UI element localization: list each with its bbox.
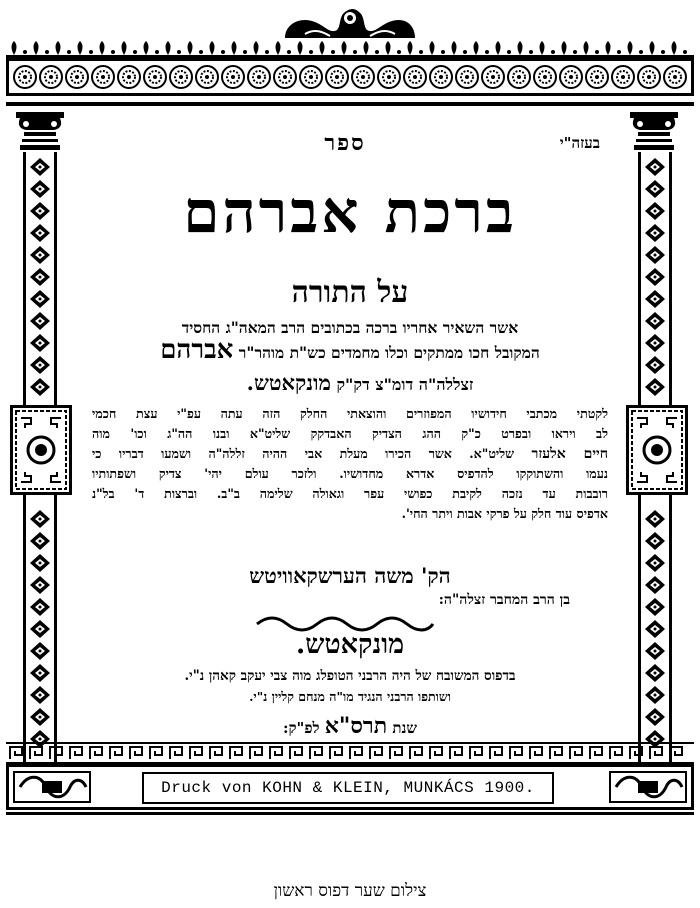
book-title: ברכת אברהם [183, 178, 517, 246]
printing-line-2: ושותפו הרבני הנגיד מו"ה מנחם קליין נ"י. [249, 689, 451, 704]
frame-base-line [6, 812, 694, 815]
left-side-panel [10, 405, 72, 495]
page-caption: צילום שער דפוס ראשון [273, 881, 427, 901]
author-town: מונקאטש. [246, 370, 331, 395]
left-panel-meander [13, 408, 69, 492]
print-city: מונקאטש. [295, 629, 405, 660]
intro-line-2 [72, 335, 628, 365]
body-line-3 [92, 445, 608, 463]
lintel-bottom-rule [6, 96, 694, 106]
imprint-box [142, 772, 554, 804]
crest-ornament [275, 4, 425, 40]
right-column-capital [630, 112, 678, 152]
lintel-rosettes [13, 64, 687, 90]
top-palmette-band [6, 40, 694, 58]
base-meander-band [6, 742, 694, 764]
right-side-panel [626, 405, 688, 495]
intro-line-3-text: זצללה"ה דומ"צ דק"ק [336, 375, 474, 394]
body-line-1: לקטתי מכתבי חידושיו המפוזרים והוצאתי החלק הזה עתה עפ"י עצת חכמי [92, 406, 608, 421]
left-column-capital [16, 112, 64, 152]
print-year [240, 714, 460, 740]
year-suffix: לפ"ק: [282, 719, 320, 737]
footer-left-ornament [12, 770, 92, 804]
intro-line-1: אשר השאיר אחריו ברכה בכתובים הרב המאה"ג החסיד [181, 318, 519, 337]
lintel [6, 58, 694, 96]
body-line-2: לב ויראו ובפרט כ"ק ההג הצדיק האבדקק שליט"א ובנו הה"ג וכו' מוה [92, 426, 608, 441]
body-line-5: רובבות עד נזכה לקיבת כפושי עפר וגאולה שלימה ב"ב. וברצות ד' בל"נ [92, 486, 608, 501]
body-line-4: נעמו והשתוקקו להדפיס אדרא מחדושיו. ולזכר עולם יהי' צדיק ושפתותיו [92, 466, 608, 481]
intro-line-3 [160, 372, 560, 396]
year-value: תרס"א [324, 713, 388, 739]
imprint-line: Druck von KOHN & KLEIN, MUNKÁCS 1900. [161, 779, 535, 797]
footer-right-ornament [608, 770, 688, 804]
besiyata-label: בעזה"י [559, 134, 600, 152]
intro-line-2-text: המקובל חכו ממתקים וכלו מחמדים כש"ת מוהר"ר [238, 343, 540, 362]
author-name: אברהם [160, 335, 234, 365]
printing-line-1: בדפוס המשובח של היה הרבני הטופלג מוה צבי יעקב קאהן נ"י. [184, 668, 516, 684]
body-line-3-text: שליט"א. אשר הכירו מעלת אבי ההיה זללה"ה ושמעו דבריו כי [92, 446, 515, 461]
right-panel-meander [629, 408, 685, 492]
sefer-label: ספר [324, 130, 366, 156]
publisher-name: הק' משה הערשקאוויטש [249, 563, 451, 588]
body-line-6: אדפיס עוד חלק על פרקי אבות ויתר החי'. [401, 506, 608, 521]
book-subtitle: על התורה [291, 275, 409, 310]
year-prefix: שנת [392, 719, 417, 737]
body-line-3-name: חיים אלעזר [531, 446, 608, 462]
publisher-relation: בן הרב המחבר זצלה"ה: [438, 592, 570, 608]
